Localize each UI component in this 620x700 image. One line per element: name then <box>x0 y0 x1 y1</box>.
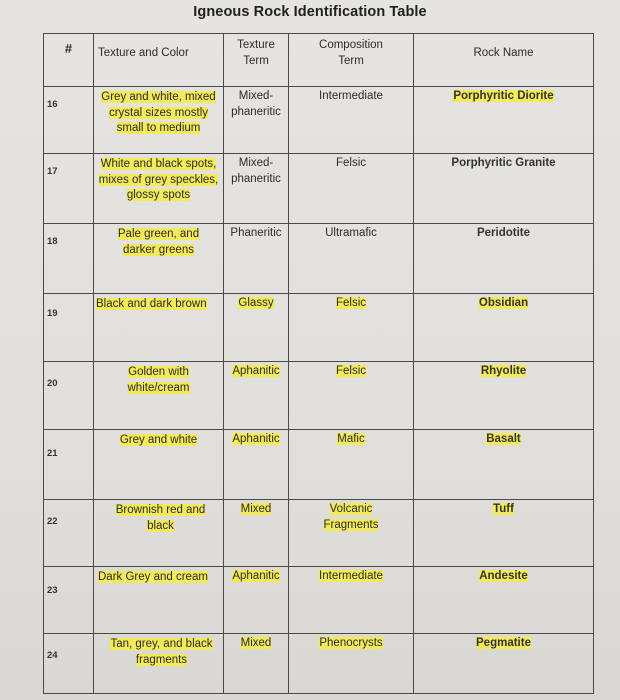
row-number: 22 <box>44 500 94 567</box>
header-row <box>44 34 594 87</box>
rock-name-cell <box>414 500 594 567</box>
rock-name-text: Basalt <box>486 433 521 445</box>
composition-cell <box>289 362 414 430</box>
texture-term-cell <box>224 567 289 634</box>
row-number: 21 <box>44 430 94 500</box>
texture-term-text: Mixed <box>240 637 272 649</box>
table-row <box>44 224 594 294</box>
texture-color-cell <box>94 294 224 362</box>
texture-color-cell <box>94 500 224 567</box>
texture-color-text: Pale green, and darker greens <box>117 228 200 256</box>
table-row <box>44 362 594 430</box>
texture-color-text: Black and dark brown <box>96 298 207 310</box>
rock-name-text: Andesite <box>479 570 528 582</box>
table-title: Igneous Rock Identification Table <box>193 4 427 20</box>
table-row <box>44 87 594 154</box>
texture-color-text: Brownish red and black <box>115 504 206 532</box>
rock-name-text: Pegmatite <box>476 637 531 649</box>
rock-name-text: Tuff <box>493 503 514 515</box>
composition-text: Felsic <box>335 297 367 309</box>
table-row <box>44 430 594 500</box>
composition-cell <box>289 567 414 634</box>
texture-color-cell <box>94 362 224 430</box>
row-number: 19 <box>44 294 94 362</box>
texture-term-cell <box>224 430 289 500</box>
rock-name-cell: Porphyritic Granite <box>414 154 594 224</box>
texture-color-cell <box>94 634 224 694</box>
row-number: 24 <box>44 634 94 694</box>
composition-cell <box>289 500 414 567</box>
composition-cell: Intermediate <box>289 87 414 154</box>
header-texture-color: Texture and Color <box>94 34 224 87</box>
texture-term-text: Mixed <box>240 503 272 515</box>
header-texture-term: Texture Term <box>224 34 289 87</box>
table-row <box>44 294 594 362</box>
texture-color-text: Grey and white <box>119 434 198 446</box>
texture-color-text: Dark Grey and cream <box>98 571 208 583</box>
row-number: 18 <box>44 224 94 294</box>
texture-term-cell <box>224 500 289 567</box>
texture-color-text: White and black spots, mixes of grey speckles, glossy spots <box>98 158 219 202</box>
texture-color-cell <box>94 154 224 224</box>
composition-cell <box>289 634 414 694</box>
composition-text: Felsic <box>335 365 367 377</box>
texture-color-cell <box>94 224 224 294</box>
texture-term-cell: Phaneritic <box>224 224 289 294</box>
row-number: 20 <box>44 362 94 430</box>
composition-text: Phenocrysts <box>319 637 383 649</box>
texture-color-cell <box>94 87 224 154</box>
composition-cell <box>289 430 414 500</box>
composition-cell: Felsic <box>289 154 414 224</box>
rock-name-cell <box>414 567 594 634</box>
texture-term-cell <box>224 294 289 362</box>
row-number: 17 <box>44 154 94 224</box>
row-number: 16 <box>44 87 94 154</box>
texture-color-text: Grey and white, mixed crystal sizes mostly small to medium <box>101 91 216 135</box>
rock-name-cell: Peridotite <box>414 224 594 294</box>
texture-term-cell <box>224 634 289 694</box>
texture-term-text: Aphanitic <box>232 433 280 445</box>
texture-color-text: Golden with white/cream <box>127 366 190 394</box>
rock-identification-table <box>43 33 594 694</box>
table-row <box>44 154 594 224</box>
texture-term-text: Glassy <box>238 297 274 309</box>
texture-term-cell: Mixed-phaneritic <box>224 87 289 154</box>
rock-name-text: Rhyolite <box>480 365 527 377</box>
rock-name-cell <box>414 294 594 362</box>
texture-color-cell <box>94 567 224 634</box>
header-rock-name: Rock Name <box>414 34 594 87</box>
rock-name-cell <box>414 362 594 430</box>
texture-term-text: Aphanitic <box>232 570 280 582</box>
texture-color-text: Tan, grey, and black fragments <box>110 638 213 666</box>
rock-name-text: Porphyritic Diorite <box>453 90 554 102</box>
texture-term-cell <box>224 362 289 430</box>
rock-name-text: Obsidian <box>478 297 529 309</box>
table-row <box>44 500 594 567</box>
composition-cell <box>289 294 414 362</box>
table-row <box>44 634 594 694</box>
rock-name-cell <box>414 430 594 500</box>
texture-color-cell <box>94 430 224 500</box>
row-number: 23 <box>44 567 94 634</box>
composition-text: Intermediate <box>319 570 383 582</box>
table-row <box>44 567 594 634</box>
header-composition-term: Composition Term <box>289 34 414 87</box>
rock-name-cell <box>414 87 594 154</box>
composition-text: Mafic <box>337 433 365 445</box>
texture-term-cell: Mixed-phaneritic <box>224 154 289 224</box>
composition-text: Volcanic Fragments <box>323 503 379 531</box>
texture-term-text: Aphanitic <box>232 365 280 377</box>
composition-cell: Ultramafic <box>289 224 414 294</box>
header-number: # <box>44 34 94 87</box>
rock-name-cell <box>414 634 594 694</box>
